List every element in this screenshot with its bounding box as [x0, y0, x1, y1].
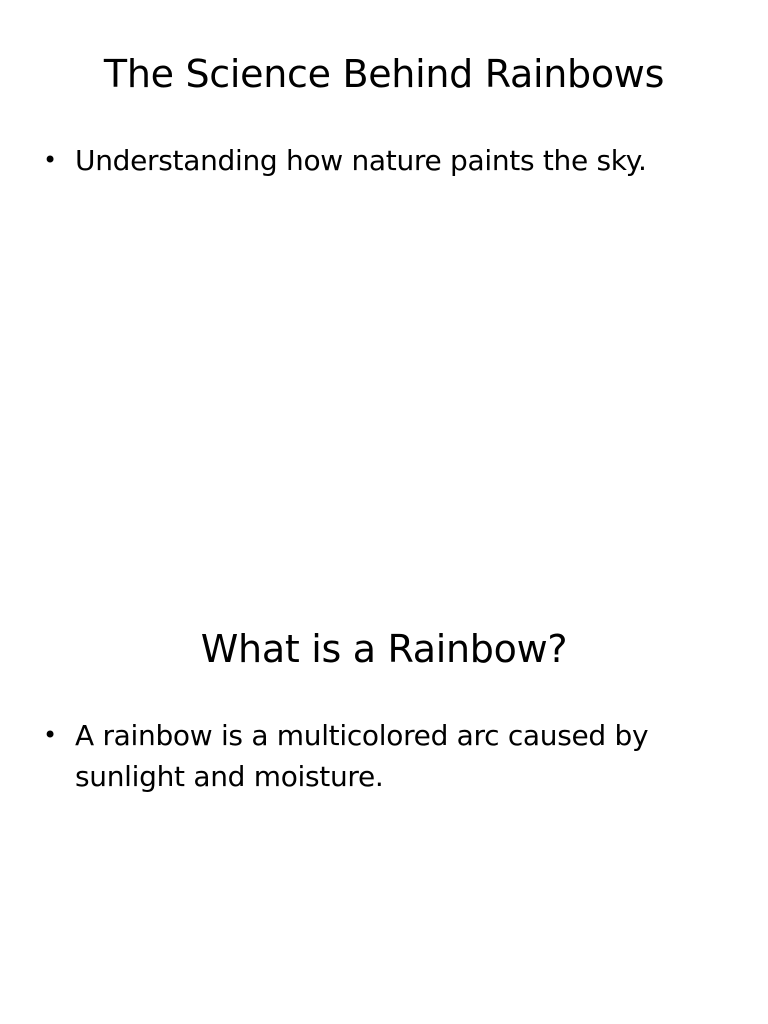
bullet-marker: •	[43, 721, 57, 749]
slide-title: The Science Behind Rainbows	[103, 52, 665, 96]
slide-2	[0, 576, 768, 1024]
slide-title: What is a Rainbow?	[200, 627, 568, 671]
bullet-list	[38, 715, 678, 797]
bullet-text: Understanding how nature paints the sky.	[75, 144, 647, 177]
bullet-list	[38, 140, 678, 181]
bullet-item	[38, 715, 678, 797]
bullet-marker: •	[43, 146, 57, 174]
bullet-item	[38, 140, 678, 181]
bullet-text: A rainbow is a multicolored arc caused by sunlight and moisture.	[75, 719, 649, 793]
